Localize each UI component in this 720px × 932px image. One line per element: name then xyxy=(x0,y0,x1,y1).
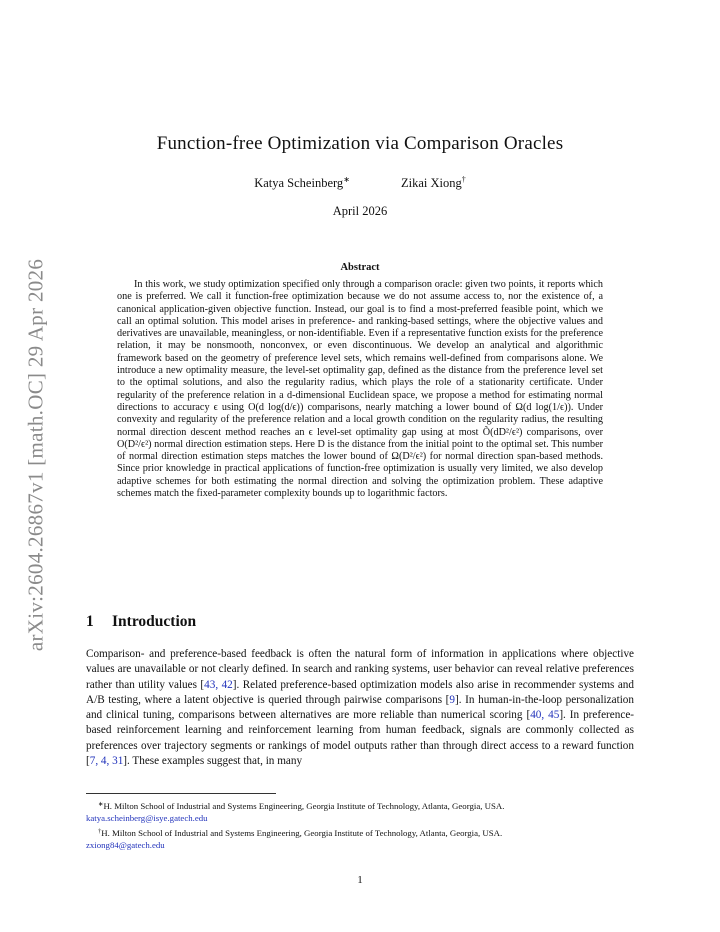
footnote-2-mark: † xyxy=(98,828,102,835)
intro-text-2: ]. Related preference-based optimization models also arise in recommender systems and A/B testing, where a latent objective is queried through pairwise comparisons [ xyxy=(86,678,634,706)
section-heading xyxy=(86,613,196,631)
arxiv-identifier xyxy=(20,245,52,665)
abstract-heading: Abstract xyxy=(340,262,380,273)
footnote-1 xyxy=(86,799,646,824)
intro-text-3: ]. In human-in-the-loop personalization and clinical tuning, comparisons between alternatives are more reliable than numerical scoring [ xyxy=(86,693,634,722)
intro-paragraph xyxy=(86,647,634,769)
author-2-mark: † xyxy=(461,175,466,184)
page-number: 1 xyxy=(357,874,363,886)
section-title: Introduction xyxy=(112,613,197,630)
paper-title: Function-free Optimization via Comparison Oracles xyxy=(156,133,564,154)
intro-text-1: Comparison- and preference-based feedback is often the natural form of information in applications where objective values are unavailable or not clearly defined. In search and ranking systems, user behavior can reveal relative preferences rather than utility values [ xyxy=(86,648,634,691)
arxiv-identifier-text: arXiv:2604.26867v1 [math.OC] 29 Apr 2026 xyxy=(23,258,48,652)
footnote-divider xyxy=(86,793,276,794)
author-list xyxy=(0,175,720,191)
author-2-name: Zikai Xiong xyxy=(401,176,462,191)
footnote-2-email-link[interactable]: zxiong84@gatech.edu xyxy=(86,839,165,850)
footnote-2 xyxy=(86,826,646,851)
footnote-1-email-link[interactable]: katya.scheinberg@isye.gatech.edu xyxy=(86,812,208,823)
citation-link[interactable]: 40, 45 xyxy=(530,709,560,722)
intro-text-4: ]. In preference-based reinforcement learning and reinforcement learning from human feedback, signals are commonly collected as preferences over trajectory segments or rankings of model outputs rather than through direct access to a reward function [ xyxy=(86,709,635,768)
section-number: 1 xyxy=(86,613,94,630)
author-2 xyxy=(401,175,466,191)
author-1-mark: ∗ xyxy=(343,175,350,184)
paper-date: April 2026 xyxy=(332,204,388,218)
intro-text-5: ]. These examples suggest that, in many xyxy=(123,755,303,768)
author-1-name: Katya Scheinberg xyxy=(254,176,344,191)
author-1 xyxy=(254,175,350,191)
citation-link[interactable]: 43, 42 xyxy=(204,678,233,691)
footnote-1-mark: ∗ xyxy=(98,801,104,808)
footnote-2-text: H. Milton School of Industrial and Systems Engineering, Georgia Institute of Technology, Atlanta, Georgia, USA. xyxy=(101,828,503,838)
citation-link[interactable]: 7, 4, 31 xyxy=(89,755,124,768)
footnote-1-text: H. Milton School of Industrial and Systems Engineering, Georgia Institute of Technology, Atlanta, Georgia, USA. xyxy=(103,801,505,811)
citation-link[interactable]: 9 xyxy=(449,693,456,706)
abstract-text: In this work, we study optimization specified only through a comparison oracle: given two points, it reports which one is preferred. We call it function-free optimization because we do not assume access to, nor the existence of, a canonical application-given objective function. Instead, our goal is to find a most-preferred feasible point, which we call an optimal solution. This model arises in preference- and ranking-based settings, where the objective values and derivatives are unavailable, meaningless, or non-identifiable. Even if a representative function exists for the preference relation, it may be nonsmooth, nonconvex, or even discontinuous. We develop an analytical and algorithmic framework based on the geometry of preference level sets, which remains well-defined from comparisons alone. We introduce a new optimality measure, the level-set optimality gap, defined as the distance from the preference level set to the optimal solutions, and also the regularity radius, which plays the role of a stationarity certificate. Under regularity of the preference relation in a d-dimensional Euclidean space, we propose a method for estimating normal directions to accuracy ϵ using O(d log(d/ϵ)) comparisons, nearly matching a lower bound of Ω(d log(1/ϵ)). Under convexity and regularity of the preference relation and a local growth condition on the regularity radius, the resulting normal direction descent method reaches an ϵ level-set optimality gap using at most Õ(dD²/ϵ²) comparisons, over O(D²/ϵ²) normal direction estimation steps. Here D is the distance from the initial point to the optimal set. This number of normal direction estimation steps matches the lower bound of Ω(D²/ϵ²) for normal direction span-based methods. Since prior knowledge in practical applications of function-free optimization is usually very limited, we also develop adaptive schemes for both estimating the normal direction and solving the optimization problem. These adaptive schemes match the fixed-parameter complexity bounds up to logarithmic factors. xyxy=(117,279,603,500)
